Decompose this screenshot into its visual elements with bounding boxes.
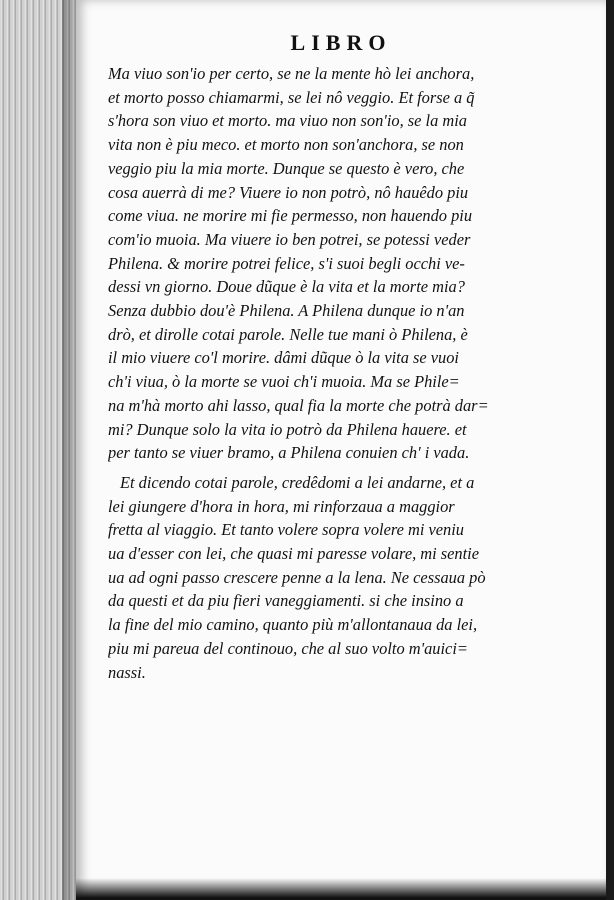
text-line: et morto posso chiamarmi, se lei nô veggio. Et forse a q̃ — [108, 87, 475, 107]
text-line: la fine del mio camino, quanto più m'allontanaua da lei, — [108, 615, 478, 635]
text-line: lei giungere d'hora in hora, mi rinforzaua a maggior — [108, 496, 455, 516]
text-line: Philena. & morire potrei felice, s'i suoi begli occhi ve- — [108, 253, 465, 273]
text-line: Ma viuo son'io per certo, se ne la mente hò lei anchora, — [108, 64, 475, 83]
text-line: drò, et dirolle cotai parole. Nelle tue mani ò Philena, è — [108, 324, 468, 344]
text-line: per tanto se viuer bramo, a Philena conuien ch' i vada. — [108, 443, 470, 463]
text-line: da questi et da piu fieri vaneggiamenti. si che insino a — [108, 591, 464, 611]
text-line: dessi vn giorno. Doue dũque è la vita et la morte mia? — [108, 277, 465, 297]
text-line: il mio viuere co'l morire. dâmi dũque ò la vita se vuoi — [108, 348, 459, 368]
text-line: ua ad ogni passo crescere penne a la lena. Ne cessaua pò — [108, 567, 486, 587]
text-line: vita non è piu meco. et morto non son'anchora, se non — [108, 135, 464, 155]
text-line: mi? Dunque solo la vita io potrò da Philena hauere. et — [108, 419, 467, 439]
running-head: LIBRO — [290, 30, 392, 55]
text-line: com'io muoia. Ma viuere io ben potrei, se potessi veder — [108, 229, 471, 249]
text-line: come viua. ne morire mi fie permesso, non hauendo piu — [108, 206, 473, 226]
text-line: fretta al viaggio. Et tanto volere sopra volere mi veniu — [108, 520, 464, 540]
page-bottom-shadow — [76, 878, 606, 900]
text-line: nassi. — [108, 662, 146, 682]
body-text — [108, 62, 600, 684]
text-line: piu mi pareua del continouo, che al suo volto m'auici= — [108, 638, 468, 658]
paragraph-1 — [108, 62, 600, 465]
text-line: cosa auerrà di me? Viuere io non potrò, nô hauêdo piu — [108, 182, 469, 202]
text-line: Senza dubbio dou'è Philena. A Philena dunque io n'an — [108, 301, 465, 321]
text-line: na m'hà morto ahi lasso, qual fia la morte che potrà dar= — [108, 395, 489, 415]
paragraph-2 — [108, 471, 600, 684]
text-line: ch'i viua, ò la morte se vuoi ch'i muoia. Ma se Phile= — [108, 372, 460, 392]
text-line: ua d'esser con lei, che quasi mi paresse volare, mi sentie — [108, 544, 480, 564]
text-line: veggio piu la mia morte. Dunque se questo è vero, che — [108, 158, 465, 178]
text-line: Et dicendo cotai parole, credêdomi a lei andarne, et a — [120, 472, 475, 492]
text-line: s'hora son viuo et morto. ma viuo non son'io, se la mia — [108, 111, 467, 131]
